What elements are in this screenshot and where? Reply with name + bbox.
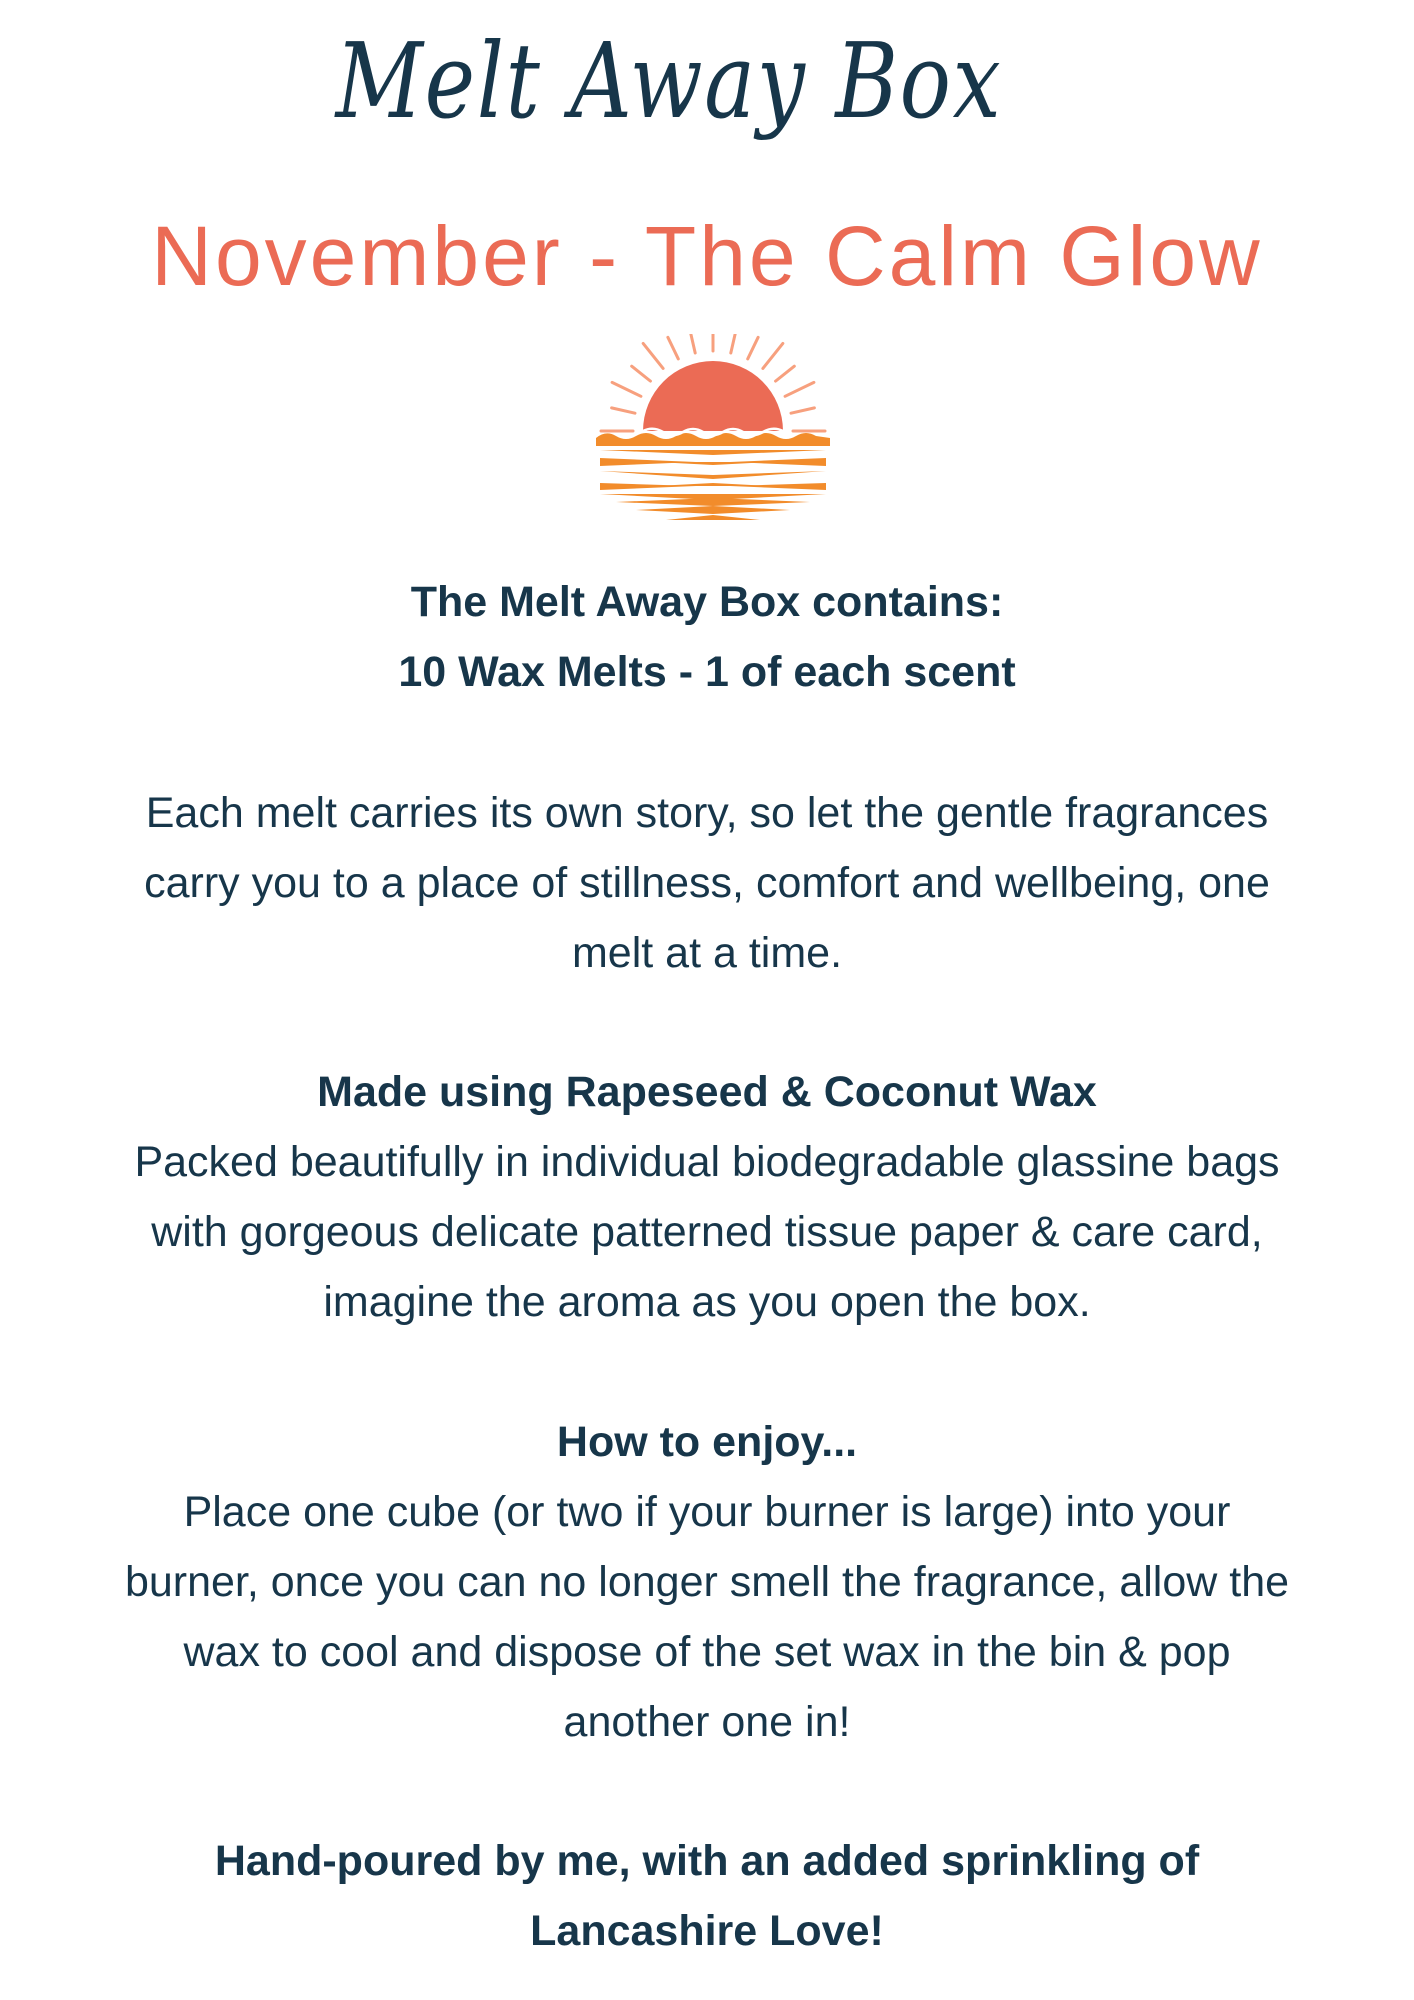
sun-ray [763,343,783,368]
sun-ray [643,343,663,368]
page-subtitle: November - The Calm Glow [151,209,1263,303]
wax-heading: Made using Rapeseed & Coconut Wax [317,1068,1097,1116]
sun-ray [632,366,651,381]
wax-section [0,1057,1414,1337]
sun-ray [612,382,641,396]
wax-line: Packed beautifully in individual biodegradable glassine bags [134,1138,1280,1186]
sun-ray [776,366,795,381]
sun-ray [612,408,635,413]
contents-detail: 10 Wax Melts - 1 of each scent [398,648,1016,696]
sun-ray [791,408,814,413]
signoff-block [0,1826,1414,1966]
contents-block [0,567,1414,707]
howto-heading: How to enjoy... [556,1418,858,1466]
contents-heading: The Melt Away Box contains: [410,578,1004,626]
intro-line: melt at a time. [571,929,843,977]
sun-ray [748,337,758,359]
intro-line: carry you to a place of stillness, comfort and wellbeing, one [144,859,1270,907]
wax-line: imagine the aroma as you open the box. [323,1278,1091,1326]
howto-section [0,1407,1414,1757]
howto-line: burner, once you can no longer smell the fragrance, allow the [124,1558,1290,1606]
sunset-over-water-icon [596,334,830,526]
intro-line: Each melt carries its own story, so let the gentle fragrances [145,789,1269,837]
sun-ray [731,334,738,353]
sun-ray [785,382,814,396]
wax-line: with gorgeous delicate patterned tissue paper & care card, [151,1208,1263,1256]
intro-paragraph [0,778,1414,988]
howto-line: wax to cool and dispose of the set wax in the bin & pop [183,1628,1231,1676]
page-title: Melt Away Box [335,20,1003,142]
howto-line: Place one cube (or two if your burner is large) into your [183,1488,1231,1536]
howto-line: another one in! [563,1698,851,1746]
sun-ray [668,337,678,359]
signoff-line: Hand-poured by me, with an added sprinkling of [214,1837,1200,1885]
signoff-line: Lancashire Love! [530,1907,884,1955]
sun-ray [688,334,695,353]
